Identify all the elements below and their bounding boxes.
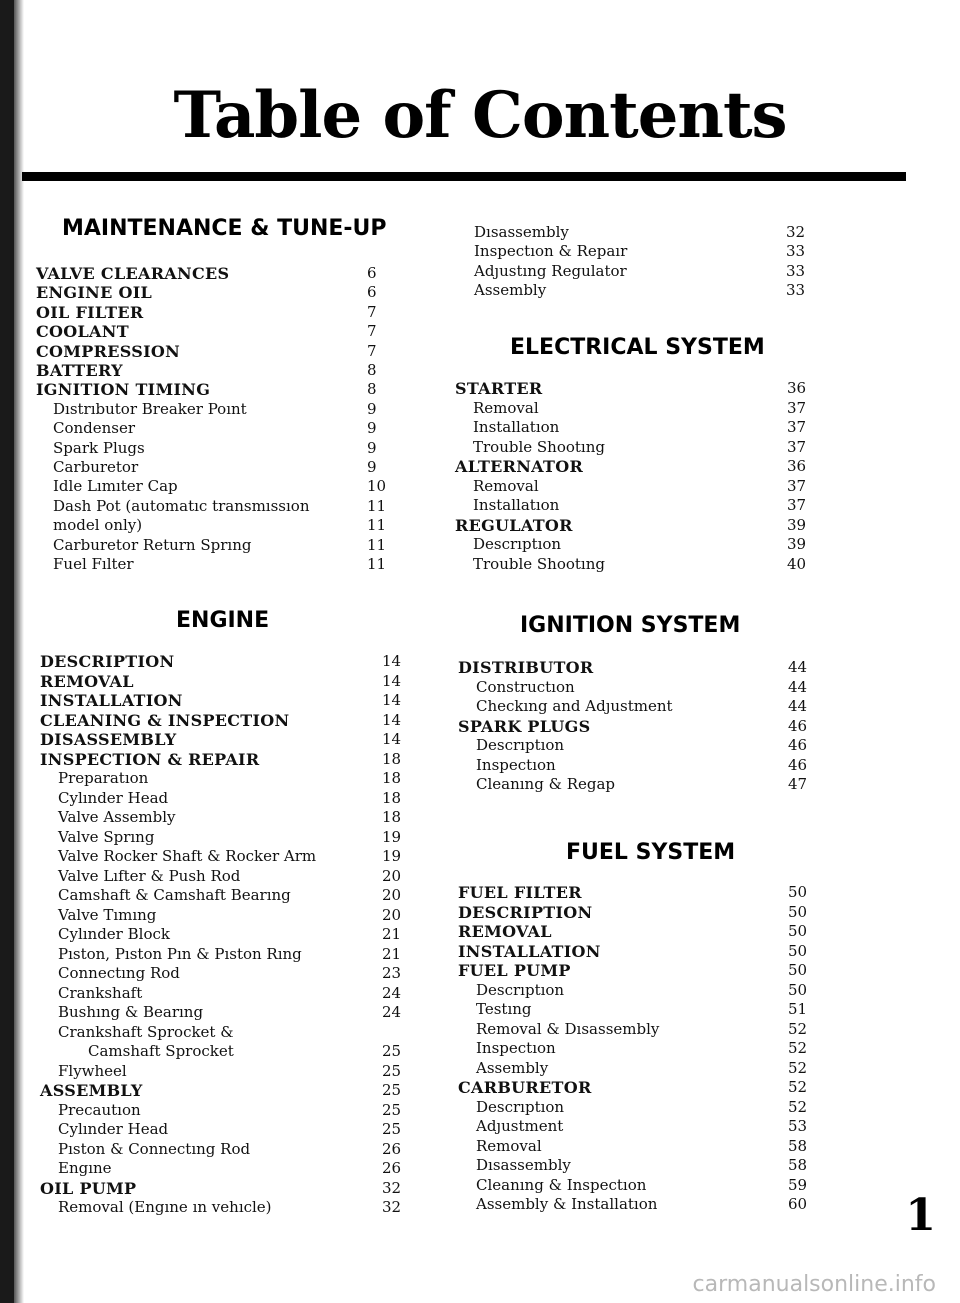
toc-entry-label: CLEANING & INSPECTION xyxy=(40,710,290,730)
toc-entry[interactable] xyxy=(36,380,397,400)
toc-entry-page: 33 xyxy=(786,261,806,280)
toc-entry-page: 46 xyxy=(788,755,808,774)
toc-entry-label: Descrıptıon xyxy=(476,980,565,999)
toc-entry[interactable] xyxy=(473,496,817,516)
section-title: FUEL SYSTEM xyxy=(566,840,736,865)
toc-entry[interactable] xyxy=(474,242,816,262)
toc-entry-label: Valve Rocker Shaft & Rocker Arm xyxy=(58,847,317,865)
toc-entry[interactable] xyxy=(36,342,397,362)
toc-entry-page: 44 xyxy=(788,658,808,676)
toc-entry-label: Cylınder Head xyxy=(58,1120,169,1138)
toc-entry[interactable] xyxy=(58,1120,412,1140)
toc-entry[interactable] xyxy=(58,925,412,945)
toc-entry-page: 50 xyxy=(788,941,808,960)
toc-entry[interactable] xyxy=(476,1098,818,1118)
toc-entry-label: Assembly xyxy=(476,1058,549,1077)
toc-entry[interactable] xyxy=(58,964,412,984)
toc-entry-label: Condenser xyxy=(53,419,136,438)
toc-entry-page: 44 xyxy=(788,677,808,696)
toc-entry-label: Removal (Engıne ın vehıcle) xyxy=(58,1198,272,1216)
toc-entry[interactable] xyxy=(53,555,397,575)
section-title: IGNITION SYSTEM xyxy=(520,613,741,638)
toc-entry[interactable] xyxy=(58,886,412,906)
toc-entry-page: 52 xyxy=(788,1039,808,1057)
toc-entry-page: 21 xyxy=(382,925,402,943)
toc-entry[interactable] xyxy=(476,678,818,698)
toc-entry-page: 11 xyxy=(367,496,387,515)
toc-entry-page: 52 xyxy=(788,1078,808,1096)
toc-entry-label: Inspectıon xyxy=(476,755,556,774)
toc-entry-page: 25 xyxy=(382,1120,402,1138)
toc-entry-page: 9 xyxy=(367,438,377,457)
toc-entry-page: 9 xyxy=(367,399,377,418)
toc-entry-label: Checkıng and Adȷustment xyxy=(476,697,673,715)
toc-entry[interactable] xyxy=(40,1179,412,1199)
toc-entry-page: 21 xyxy=(382,944,402,963)
toc-entry[interactable] xyxy=(476,1137,818,1157)
toc-entry-label: Dısassembly xyxy=(476,1156,571,1174)
toc-entry[interactable] xyxy=(476,1000,818,1020)
toc-entry-label: Removal & Dısassembly xyxy=(476,1019,660,1038)
toc-entry-page: 32 xyxy=(382,1198,402,1216)
toc-entry-label: Camshaft & Camshaft Bearıng xyxy=(58,886,291,904)
toc-entry-label: Adȷustıng Regulator xyxy=(474,261,627,280)
toc-entry-label: Cleanıng & Regap xyxy=(476,775,616,793)
toc-entry-page: 37 xyxy=(787,398,807,417)
toc-entry-page: 20 xyxy=(382,886,402,904)
toc-entry-page: 58 xyxy=(788,1156,808,1174)
toc-entry-page: 39 xyxy=(787,535,807,553)
toc-entry[interactable] xyxy=(40,711,412,731)
toc-entry[interactable] xyxy=(53,497,397,517)
toc-entry-label: Inspectıon xyxy=(476,1039,556,1057)
toc-entry-page: 33 xyxy=(786,280,806,299)
toc-entry-page: 20 xyxy=(382,866,402,885)
toc-entry-page: 37 xyxy=(787,437,807,456)
toc-entry-page: 46 xyxy=(788,716,808,735)
toc-entry-label: Engıne xyxy=(58,1159,112,1177)
toc-entry-label: model only) xyxy=(53,516,143,535)
toc-entry[interactable] xyxy=(474,262,816,282)
toc-entry-label: Valve Tımıng xyxy=(58,905,157,924)
toc-entry-label: Testıng xyxy=(476,1000,532,1018)
toc-entry-label: Constructıon xyxy=(476,677,575,696)
toc-entry[interactable] xyxy=(58,984,412,1004)
toc-entry-label: Pıston, Pıston Pın & Pıston Rıng xyxy=(58,944,302,963)
toc-entry[interactable] xyxy=(58,867,412,887)
toc-entry-page: 18 xyxy=(382,808,402,826)
toc-entry-label: VALVE CLEARANCES xyxy=(36,264,230,283)
toc-entry-page: 18 xyxy=(382,769,402,787)
toc-entry-label: Dısassembly xyxy=(474,223,569,241)
toc-entry-label: Crankshaft xyxy=(58,983,143,1002)
toc-entry-page: 19 xyxy=(382,847,402,865)
toc-entry-label: OIL PUMP xyxy=(40,1178,137,1198)
toc-entry-label: REGULATOR xyxy=(455,515,573,535)
toc-entry[interactable] xyxy=(476,697,818,717)
toc-entry[interactable] xyxy=(58,1198,412,1218)
toc-entry-page: 18 xyxy=(382,749,402,768)
toc-entry-page: 36 xyxy=(787,457,807,475)
toc-entry-label: IGNITION TIMING xyxy=(36,380,211,400)
toc-entry-label: STARTER xyxy=(455,379,543,398)
toc-entry[interactable] xyxy=(58,1062,412,1082)
toc-entry[interactable] xyxy=(458,961,818,981)
toc-entry[interactable] xyxy=(473,477,817,497)
toc-entry[interactable] xyxy=(40,652,412,672)
toc-entry[interactable] xyxy=(58,945,412,965)
section-title: ELECTRICAL SYSTEM xyxy=(510,335,765,360)
toc-entry-label: Removal xyxy=(473,476,539,495)
toc-entry-page: 53 xyxy=(788,1117,808,1135)
toc-entry-page: 37 xyxy=(787,476,807,495)
toc-entry-page: 46 xyxy=(788,736,808,754)
toc-entry-label: COOLANT xyxy=(36,322,129,342)
toc-entry-page: 8 xyxy=(367,361,377,379)
toc-entry-label: Inspectıon & Repaır xyxy=(474,242,628,261)
toc-entry[interactable] xyxy=(476,775,818,795)
toc-entry-page: 14 xyxy=(382,652,402,670)
toc-entry[interactable] xyxy=(58,789,412,809)
toc-entry-page: 37 xyxy=(787,418,807,436)
toc-entry-label: Cleanıng & Inspectıon xyxy=(476,1175,647,1194)
toc-entry-label: Cylınder Block xyxy=(58,925,170,943)
toc-entry[interactable] xyxy=(58,1003,412,1023)
toc-entry[interactable] xyxy=(455,379,817,399)
toc-entry[interactable] xyxy=(58,769,412,789)
toc-entry-label: DISTRIBUTOR xyxy=(458,658,594,677)
toc-entry-label: Connectıng Rod xyxy=(58,964,180,982)
toc-entry-page: 8 xyxy=(367,380,377,399)
toc-entry-page: 20 xyxy=(382,905,402,924)
toc-entry-page: 33 xyxy=(786,242,806,261)
toc-entry-page: 19 xyxy=(382,827,402,846)
toc-entry-label: Valve Lıfter & Push Rod xyxy=(58,866,241,885)
toc-entry[interactable] xyxy=(476,756,818,776)
toc-entry-label: Preparatıon xyxy=(58,769,149,787)
toc-entry-label: Pıston & Connectıng Rod xyxy=(58,1139,251,1158)
toc-entry-label: INSPECTION & REPAIR xyxy=(40,749,260,769)
toc-entry[interactable] xyxy=(458,883,818,903)
toc-entry-label: Descrıptıon xyxy=(476,1097,565,1116)
toc-entry[interactable] xyxy=(474,223,816,243)
toc-entry-label: Carburetor Return Sprıng xyxy=(53,535,252,554)
toc-entry-page: 11 xyxy=(367,516,387,535)
toc-entry[interactable] xyxy=(474,281,816,301)
toc-entry-page: 14 xyxy=(382,671,402,690)
toc-entry-page: 52 xyxy=(788,1058,808,1077)
toc-entry[interactable] xyxy=(455,457,817,477)
toc-entry-label: REMOVAL xyxy=(40,671,134,691)
toc-entry-page: 25 xyxy=(382,1042,402,1060)
toc-entry-label: Trouble Shootıng xyxy=(473,437,605,456)
toc-entry-page: 40 xyxy=(787,554,807,573)
toc-entry-page: 7 xyxy=(367,341,377,360)
toc-entry-page: 14 xyxy=(382,691,402,709)
toc-entry-label: INSTALLATION xyxy=(458,941,601,961)
toc-entry[interactable] xyxy=(455,516,817,536)
toc-entry-page: 37 xyxy=(787,496,807,514)
toc-entry[interactable] xyxy=(458,1078,818,1098)
toc-entry-page: 23 xyxy=(382,964,402,982)
toc-entry-page: 25 xyxy=(382,1061,402,1080)
page-title: Table of Contents xyxy=(173,78,787,153)
toc-entry[interactable] xyxy=(53,419,397,439)
page-binding-shadow xyxy=(14,0,24,1303)
toc-entry[interactable] xyxy=(53,458,397,478)
toc-entry-page: 36 xyxy=(787,379,807,397)
toc-entry-page: 50 xyxy=(788,961,808,979)
title-rule xyxy=(22,172,906,181)
toc-entry-label: Dıstrıbutor Breaker Poınt xyxy=(53,399,247,418)
toc-entry-page: 6 xyxy=(367,264,377,282)
toc-entry-page: 51 xyxy=(788,1000,808,1018)
toc-entry-label: Precautıon xyxy=(58,1100,141,1119)
toc-entry[interactable] xyxy=(58,1023,412,1043)
toc-entry-label: FUEL FILTER xyxy=(458,883,582,902)
toc-entry[interactable] xyxy=(36,361,397,381)
toc-entry-page: 32 xyxy=(786,223,806,241)
toc-entry[interactable] xyxy=(58,1140,412,1160)
toc-entry[interactable] xyxy=(58,847,412,867)
toc-entry-label: Installatıon xyxy=(473,418,560,436)
toc-entry-label: Valve Assembly xyxy=(58,808,176,826)
toc-entry-page: 9 xyxy=(367,458,377,476)
toc-entry-label: Idle Lımıter Cap xyxy=(53,477,178,496)
toc-entry-page: 47 xyxy=(788,775,808,793)
toc-entry-label: Removal xyxy=(473,398,539,417)
toc-entry-label: Carburetor xyxy=(53,458,139,476)
toc-entry-page: 32 xyxy=(382,1178,402,1197)
toc-entry-label: Fuel Fılter xyxy=(53,555,134,573)
toc-entry[interactable] xyxy=(458,903,818,923)
toc-entry-label: ENGINE OIL xyxy=(36,283,153,303)
toc-entry[interactable] xyxy=(40,1081,412,1101)
toc-entry-page: 44 xyxy=(788,697,808,715)
toc-entry-label: Adȷustment xyxy=(476,1117,564,1135)
toc-entry[interactable] xyxy=(476,1156,818,1176)
toc-entry-label: Bushıng & Bearıng xyxy=(58,1003,204,1021)
toc-entry[interactable] xyxy=(36,283,397,303)
toc-entry[interactable] xyxy=(53,516,397,536)
toc-entry-page: 50 xyxy=(788,902,808,921)
toc-entry[interactable] xyxy=(476,1176,818,1196)
toc-entry[interactable] xyxy=(88,1042,412,1062)
toc-entry-label: OIL FILTER xyxy=(36,302,144,322)
toc-entry-page: 11 xyxy=(367,555,387,573)
toc-entry-page: 59 xyxy=(788,1175,808,1194)
toc-entry-page: 60 xyxy=(788,1195,808,1213)
toc-entry[interactable] xyxy=(473,555,817,575)
toc-entry[interactable] xyxy=(40,691,412,711)
toc-entry-label: Crankshaft Sprocket & xyxy=(58,1022,234,1041)
toc-entry[interactable] xyxy=(53,536,397,556)
toc-entry[interactable] xyxy=(58,828,412,848)
toc-entry-page: 24 xyxy=(382,1003,402,1021)
toc-entry-page: 50 xyxy=(788,922,808,940)
toc-entry[interactable] xyxy=(58,1101,412,1121)
toc-entry[interactable] xyxy=(58,808,412,828)
toc-entry-label: DISASSEMBLY xyxy=(40,730,177,749)
toc-entry[interactable] xyxy=(58,906,412,926)
page-number: 1 xyxy=(905,1190,936,1241)
toc-entry-page: 26 xyxy=(382,1159,402,1177)
toc-entry[interactable] xyxy=(40,730,412,750)
toc-entry-page: 25 xyxy=(382,1100,402,1119)
toc-entry-page: 14 xyxy=(382,730,402,748)
toc-entry-page: 58 xyxy=(788,1136,808,1155)
toc-entry-label: Cylınder Head xyxy=(58,788,169,807)
toc-entry-label: Camshaft Sprocket xyxy=(88,1042,234,1060)
toc-entry-label: COMPRESSION xyxy=(36,341,181,361)
toc-entry-label: Assembly xyxy=(474,280,547,299)
toc-entry-label: Spark Plugs xyxy=(53,438,145,457)
toc-entry-page: 11 xyxy=(367,535,387,554)
toc-entry-label: Trouble Shootıng xyxy=(473,554,605,573)
toc-entry-label: ALTERNATOR xyxy=(455,457,584,476)
toc-entry-page: 50 xyxy=(788,980,808,999)
toc-entry-page: 52 xyxy=(788,1019,808,1038)
toc-entry[interactable] xyxy=(458,658,818,678)
toc-entry-label: Descrıptıon xyxy=(476,736,565,754)
toc-entry[interactable] xyxy=(36,303,397,323)
toc-entry[interactable] xyxy=(53,400,397,420)
toc-entry[interactable] xyxy=(58,1159,412,1179)
toc-entry[interactable] xyxy=(36,322,397,342)
toc-entry[interactable] xyxy=(40,672,412,692)
toc-entry[interactable] xyxy=(476,981,818,1001)
toc-entry[interactable] xyxy=(476,1059,818,1079)
toc-entry-page: 18 xyxy=(382,788,402,807)
toc-entry-page: 24 xyxy=(382,983,402,1002)
toc-entry-label: BATTERY xyxy=(36,361,123,380)
watermark: carmanualsonline.info xyxy=(692,1272,936,1297)
toc-entry-label: Installatıon xyxy=(473,496,560,514)
toc-entry-page: 52 xyxy=(788,1097,808,1116)
toc-entry[interactable] xyxy=(473,418,817,438)
toc-entry[interactable] xyxy=(458,922,818,942)
toc-entry-page: 6 xyxy=(367,283,377,302)
toc-entry[interactable] xyxy=(458,942,818,962)
section-title: ENGINE xyxy=(176,608,270,633)
toc-entry[interactable] xyxy=(476,1020,818,1040)
toc-entry-page: 25 xyxy=(382,1081,402,1099)
toc-entry-page: 39 xyxy=(787,515,807,534)
toc-entry-label: FUEL PUMP xyxy=(458,961,571,980)
toc-entry-page: 10 xyxy=(367,477,387,496)
toc-entry-label: Dash Pot (automatıc transmıssıon xyxy=(53,496,310,515)
toc-entry[interactable] xyxy=(476,1195,818,1215)
toc-entry-label: INSTALLATION xyxy=(40,691,183,710)
toc-entry-page: 7 xyxy=(367,302,377,321)
toc-entry-page: 14 xyxy=(382,710,402,729)
toc-entry[interactable] xyxy=(476,1039,818,1059)
toc-entry-label: DESCRIPTION xyxy=(458,902,593,922)
toc-entry[interactable] xyxy=(476,1117,818,1137)
toc-entry-page: 7 xyxy=(367,322,377,341)
toc-entry-page: 26 xyxy=(382,1139,402,1158)
toc-entry-page: 50 xyxy=(788,883,808,901)
toc-entry-label: Flywheel xyxy=(58,1061,127,1080)
toc-entry-label: ASSEMBLY xyxy=(40,1081,143,1100)
toc-entry-label: Descrıptıon xyxy=(473,535,562,553)
toc-entry-label: CARBURETOR xyxy=(458,1078,592,1097)
toc-entry[interactable] xyxy=(473,438,817,458)
toc-entry[interactable] xyxy=(53,439,397,459)
toc-entry-label: SPARK PLUGS xyxy=(458,716,591,736)
toc-entry[interactable] xyxy=(40,750,412,770)
toc-entry[interactable] xyxy=(473,399,817,419)
section-title: MAINTENANCE & TUNE-UP xyxy=(62,216,387,241)
toc-entry[interactable] xyxy=(53,477,397,497)
toc-entry-label: Assembly & Installatıon xyxy=(476,1195,658,1213)
toc-entry[interactable] xyxy=(476,736,818,756)
toc-entry-label: Removal xyxy=(476,1136,542,1155)
page-binding-edge xyxy=(0,0,14,1303)
toc-entry[interactable] xyxy=(36,264,397,284)
toc-entry-page: 9 xyxy=(367,419,377,438)
toc-entry[interactable] xyxy=(473,535,817,555)
toc-entry-label: DESCRIPTION xyxy=(40,652,175,671)
toc-entry-label: REMOVAL xyxy=(458,922,552,941)
toc-entry-label: Valve Sprıng xyxy=(58,827,155,846)
toc-entry[interactable] xyxy=(458,717,818,737)
